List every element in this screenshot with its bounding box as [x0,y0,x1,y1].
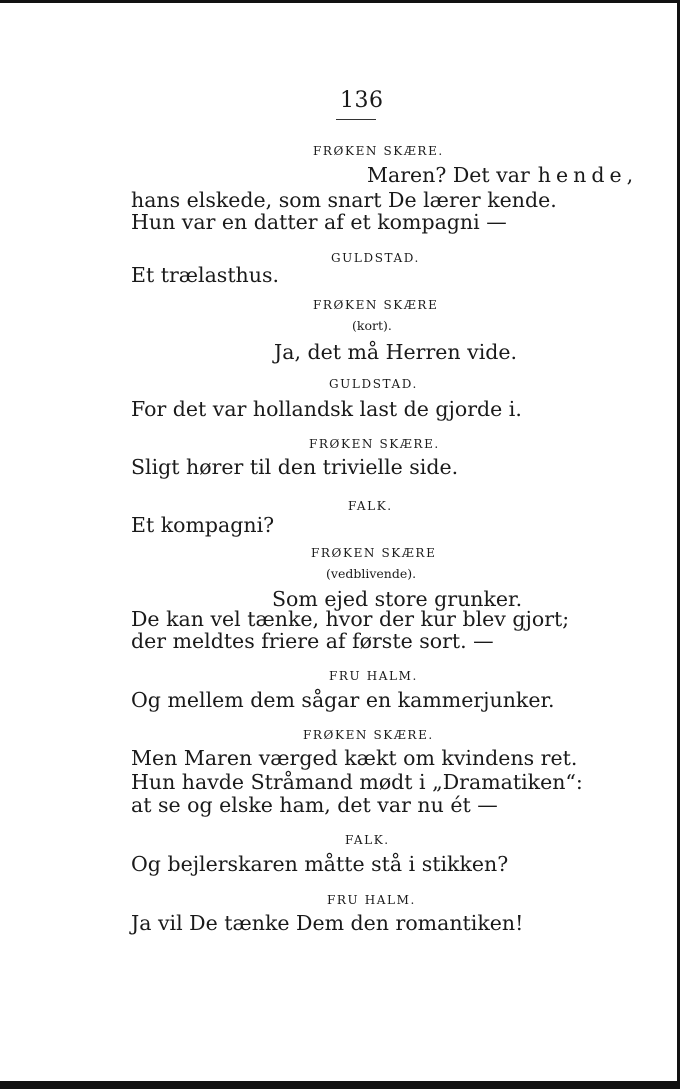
verse-line: Sligt hører til den trivielle side. [131,455,459,479]
emphasized-word: hende, [537,163,639,187]
verse-line: For det var hollandsk last de gjorde i. [131,397,522,421]
page-number: 136 [340,88,384,113]
speaker-label: GULDSTAD. [331,251,420,265]
speaker-label: FRØKEN SKÆRE. [313,144,444,158]
page-number-rule [336,119,376,120]
verse-text: Maren? Det var [367,163,530,187]
stage-direction: (kort). [352,318,392,333]
verse-line: Som ejed store grunker. [272,587,523,611]
verse-line: at se og elske ham, det var nu ét — [131,793,498,817]
verse-line: Men Maren værged kækt om kvindens ret. [131,746,578,770]
scan-border-top [0,0,680,3]
speaker-label: FRØKEN SKÆRE [313,298,439,312]
verse-line: der meldtes friere af første sort. — [131,629,494,653]
speaker-label: GULDSTAD. [329,377,418,391]
speaker-label: FRØKEN SKÆRE. [309,437,440,451]
speaker-label: FRU HALM. [329,669,418,683]
verse-line: Et trælasthus. [131,263,280,287]
verse-line: Et kompagni? [131,513,275,537]
verse-line: De kan vel tænke, hvor der kur blev gjort; [131,607,570,631]
verse-line: Hun havde Stråmand mødt i „Dramatiken“: [131,770,583,794]
speaker-label: FRU HALM. [327,893,416,907]
scan-border-bottom [0,1081,680,1089]
verse-line: hans elskede, som snart De lærer kende. [131,188,557,212]
verse-line: Og mellem dem sågar en kammerjunker. [131,688,555,712]
verse-line: Ja, det må Herren vide. [274,340,518,364]
speaker-label: FALK. [348,499,393,513]
speaker-label: FRØKEN SKÆRE [311,546,437,560]
verse-line: Og bejlerskaren måtte stå i stikken? [131,852,509,876]
verse-line [367,163,638,187]
verse-line: Ja vil De tænke Dem den romantiken! [131,911,524,935]
speaker-label: FRØKEN SKÆRE. [303,728,434,742]
speaker-label: FALK. [345,833,390,847]
verse-line: Hun var en datter af et kompagni — [131,210,507,234]
stage-direction: (vedblivende). [326,566,417,581]
